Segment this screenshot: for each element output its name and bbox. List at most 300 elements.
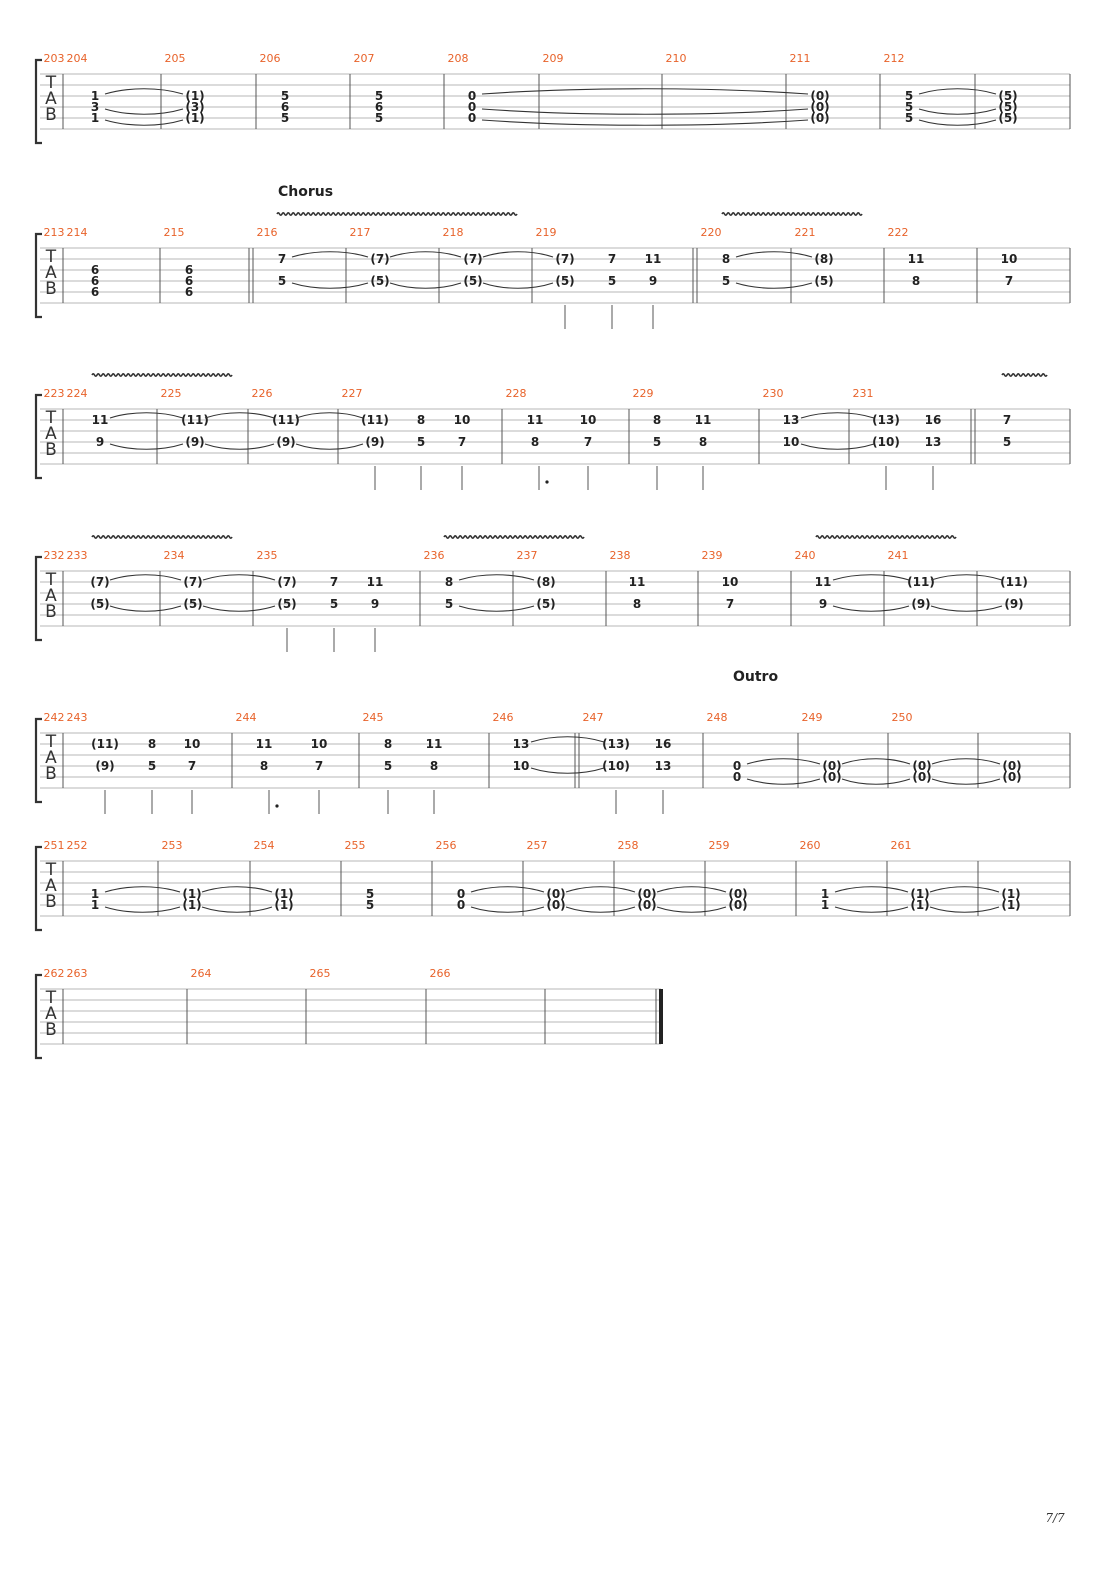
fret-number: 10 [782, 435, 800, 449]
fret-number: (9) [911, 597, 931, 611]
fret-number: 5 [365, 887, 375, 901]
fret-number: (0) [912, 759, 932, 773]
measure-number: 225 [160, 387, 182, 400]
fret-number: 11 [814, 575, 832, 589]
measure-number: 214 [66, 226, 88, 239]
measure-number: 240 [794, 549, 816, 562]
measure-number: 213 [43, 226, 65, 239]
fret-number: (11) [361, 413, 389, 427]
tie-arc [657, 907, 726, 912]
dotted-rhythm-dot [275, 804, 278, 807]
fret-number: 7 [314, 759, 324, 773]
fret-number: 8 [383, 737, 393, 751]
measure-number: 257 [526, 839, 548, 852]
tie-arc [531, 768, 604, 773]
fret-number: (0) [546, 887, 566, 901]
fret-number: 8 [416, 413, 426, 427]
fret-number: (0) [1002, 770, 1022, 784]
tie-arc [657, 887, 726, 892]
measure-number: 250 [891, 711, 913, 724]
measure-number: 239 [701, 549, 723, 562]
measure-number: 263 [66, 967, 88, 980]
fret-number: (1) [1001, 898, 1021, 912]
fret-number: (0) [912, 770, 932, 784]
fret-number: (9) [1004, 597, 1024, 611]
fret-number: 9 [370, 597, 380, 611]
fret-number: 5 [280, 111, 290, 125]
measure-number: 231 [852, 387, 874, 400]
fret-number: (3) [185, 100, 205, 114]
fret-number: 5 [904, 100, 914, 114]
fret-number: (0) [822, 770, 842, 784]
measure-number: 256 [435, 839, 457, 852]
fret-number: (1) [185, 111, 205, 125]
measure-number: 205 [164, 52, 186, 65]
tie-arc [292, 283, 368, 288]
fret-number: (0) [1002, 759, 1022, 773]
fret-number: (5) [277, 597, 297, 611]
fret-number: 0 [732, 770, 742, 784]
fret-number: 7 [457, 435, 467, 449]
tie-arc [483, 252, 553, 257]
measure-number: 238 [609, 549, 631, 562]
tab-clef-letter: B [45, 764, 57, 784]
tie-arc [110, 606, 181, 611]
measure-number: 230 [762, 387, 784, 400]
measure-number: 204 [66, 52, 88, 65]
fret-number: 5 [374, 89, 384, 103]
fret-number: (7) [277, 575, 297, 589]
fret-number: 10 [579, 413, 597, 427]
fret-number: 5 [147, 759, 157, 773]
tie-arc [842, 779, 910, 784]
measure-number: 203 [43, 52, 65, 65]
fret-number: (5) [463, 274, 483, 288]
measure-number: 228 [505, 387, 527, 400]
measure-number: 216 [256, 226, 278, 239]
tie-arc [842, 759, 910, 764]
vibrato-wavy-line [722, 213, 862, 215]
fret-number: 13 [512, 737, 530, 751]
tab-clef-letter: B [45, 105, 57, 125]
fret-number: 6 [184, 263, 194, 277]
tab-clef-letter: A [45, 586, 57, 606]
fret-number: 5 [277, 274, 287, 288]
fret-number: 8 [429, 759, 439, 773]
final-barline-thick [659, 989, 663, 1044]
fret-number: (11) [1000, 575, 1028, 589]
tab-clef-letter: A [45, 748, 57, 768]
vibrato-wavy-line [1002, 374, 1047, 376]
fret-number: (9) [95, 759, 115, 773]
measure-number: 206 [259, 52, 281, 65]
fret-number: 5 [383, 759, 393, 773]
fret-number: 7 [725, 597, 735, 611]
measure-number: 253 [161, 839, 183, 852]
measure-number: 224 [66, 387, 88, 400]
fret-number: 10 [310, 737, 328, 751]
fret-number: 9 [818, 597, 828, 611]
tie-arc [202, 907, 272, 912]
tab-clef-letter: B [45, 279, 57, 299]
fret-number: 10 [1000, 252, 1018, 266]
fret-number: 5 [904, 111, 914, 125]
tie-arc [296, 444, 363, 449]
fret-number: 10 [721, 575, 739, 589]
tie-arc [736, 283, 812, 288]
tie-arc [932, 779, 1000, 784]
fret-number: (8) [814, 252, 834, 266]
measure-number: 237 [516, 549, 538, 562]
system-brace [36, 719, 42, 802]
measure-number: 241 [887, 549, 909, 562]
fret-number: 6 [90, 285, 100, 299]
measure-number: 258 [617, 839, 639, 852]
measure-number: 235 [256, 549, 278, 562]
measure-number: 254 [253, 839, 275, 852]
fret-number: (7) [370, 252, 390, 266]
measure-number: 217 [349, 226, 371, 239]
fret-number: (0) [637, 887, 657, 901]
tie-arc [932, 759, 1000, 764]
fret-number: 11 [526, 413, 544, 427]
measure-number: 251 [43, 839, 65, 852]
tab-clef-letter: T [45, 73, 57, 93]
fret-number: 5 [329, 597, 339, 611]
fret-number: 16 [924, 413, 942, 427]
system-brace [36, 60, 42, 143]
measure-number: 252 [66, 839, 88, 852]
measure-number: 209 [542, 52, 564, 65]
section-label: Outro [733, 669, 779, 685]
tie-arc [566, 887, 635, 892]
tie-arc [390, 283, 461, 288]
system-brace [36, 847, 42, 930]
fret-number: (0) [546, 898, 566, 912]
tie-arc [833, 575, 909, 580]
fret-number: 11 [628, 575, 646, 589]
vibrato-wavy-line [92, 374, 232, 376]
fret-number: (11) [272, 413, 300, 427]
fret-number: 11 [91, 413, 109, 427]
fret-number: 11 [425, 737, 443, 751]
fret-number: 3 [90, 100, 100, 114]
fret-number: (5) [998, 100, 1018, 114]
fret-number: (1) [274, 898, 294, 912]
vibrato-wavy-line [92, 536, 232, 538]
system-brace [36, 234, 42, 317]
tab-clef-letter: A [45, 89, 57, 109]
measure-number: 266 [429, 967, 451, 980]
system-brace [36, 395, 42, 478]
tab-clef-letter: A [45, 1004, 57, 1024]
fret-number: 9 [648, 274, 658, 288]
measure-number: 264 [190, 967, 212, 980]
tie-arc [483, 283, 553, 288]
tie-arc [205, 444, 274, 449]
fret-number: (5) [998, 111, 1018, 125]
fret-number: 6 [90, 263, 100, 277]
fret-number: 8 [911, 274, 921, 288]
tab-clef-letter: T [45, 408, 57, 428]
tie-arc [747, 759, 820, 764]
fret-number: 11 [907, 252, 925, 266]
measure-number: 259 [708, 839, 730, 852]
dotted-rhythm-dot [545, 480, 548, 483]
fret-number: (13) [872, 413, 900, 427]
tie-arc [110, 413, 183, 418]
fret-number: 5 [607, 274, 617, 288]
fret-number: 7 [1002, 413, 1012, 427]
measure-number: 249 [801, 711, 823, 724]
fret-number: 1 [90, 887, 100, 901]
tie-arc [835, 907, 908, 912]
tie-arc [531, 737, 604, 742]
fret-number: 11 [255, 737, 273, 751]
tie-arc [801, 413, 874, 418]
fret-number: 5 [1002, 435, 1012, 449]
measure-number: 236 [423, 549, 445, 562]
measure-number: 229 [632, 387, 654, 400]
measure-number: 210 [665, 52, 687, 65]
fret-number: 10 [512, 759, 530, 773]
measure-number: 248 [706, 711, 728, 724]
tab-clef-letter: A [45, 876, 57, 896]
fret-number: 6 [280, 100, 290, 114]
fret-number: 10 [183, 737, 201, 751]
tab-clef-letter: T [45, 988, 57, 1008]
fret-number: 5 [374, 111, 384, 125]
fret-number: (9) [365, 435, 385, 449]
fret-number: (11) [91, 737, 119, 751]
measure-number: 211 [789, 52, 811, 65]
measure-number: 262 [43, 967, 65, 980]
fret-number: (8) [536, 575, 556, 589]
fret-number: (5) [555, 274, 575, 288]
fret-number: 7 [277, 252, 287, 266]
fret-number: 5 [416, 435, 426, 449]
fret-number: (5) [536, 597, 556, 611]
tie-arc [203, 575, 275, 580]
fret-number: (9) [276, 435, 296, 449]
vibrato-wavy-line [277, 213, 517, 215]
fret-number: (5) [998, 89, 1018, 103]
fret-number: 0 [456, 898, 466, 912]
fret-number: 13 [924, 435, 942, 449]
fret-number: (5) [183, 597, 203, 611]
measure-number: 260 [799, 839, 821, 852]
vibrato-wavy-line [444, 536, 584, 538]
fret-number: 7 [187, 759, 197, 773]
fret-number: 5 [365, 898, 375, 912]
tab-clef-letter: B [45, 1020, 57, 1040]
fret-number: 16 [654, 737, 672, 751]
fret-number: 11 [366, 575, 384, 589]
fret-number: (0) [822, 759, 842, 773]
tie-arc [390, 252, 461, 257]
fret-number: (10) [872, 435, 900, 449]
measure-number: 255 [344, 839, 366, 852]
fret-number: (0) [810, 89, 830, 103]
fret-number: 5 [721, 274, 731, 288]
tie-arc [471, 887, 544, 892]
system-brace [36, 557, 42, 640]
tie-arc [482, 120, 808, 125]
fret-number: (1) [274, 887, 294, 901]
measure-number: 226 [251, 387, 273, 400]
fret-number: 8 [721, 252, 731, 266]
measure-number: 215 [163, 226, 185, 239]
fret-number: (0) [728, 887, 748, 901]
fret-number: (1) [182, 887, 202, 901]
measure-number: 245 [362, 711, 384, 724]
fret-number: (7) [463, 252, 483, 266]
fret-number: (11) [181, 413, 209, 427]
fret-number: 1 [90, 89, 100, 103]
tie-arc [930, 907, 999, 912]
fret-number: 6 [184, 285, 194, 299]
measure-number: 220 [700, 226, 722, 239]
tie-arc [202, 887, 272, 892]
tie-arc [736, 252, 812, 257]
fret-number: 8 [698, 435, 708, 449]
tie-arc [203, 606, 275, 611]
fret-number: 6 [90, 274, 100, 288]
tab-clef-letter: T [45, 860, 57, 880]
measure-number: 219 [535, 226, 557, 239]
fret-number: 7 [1004, 274, 1014, 288]
tie-arc [482, 89, 808, 94]
tie-arc [110, 575, 181, 580]
measure-number: 234 [163, 549, 185, 562]
fret-number: 0 [732, 759, 742, 773]
fret-number: 1 [820, 898, 830, 912]
tie-arc [747, 779, 820, 784]
fret-number: 1 [820, 887, 830, 901]
fret-number: 0 [467, 89, 477, 103]
tie-arc [919, 120, 996, 125]
fret-number: (1) [910, 887, 930, 901]
fret-number: 7 [607, 252, 617, 266]
measure-number: 243 [66, 711, 88, 724]
tie-arc [931, 606, 1002, 611]
tab-clef-letter: B [45, 892, 57, 912]
fret-number: 13 [654, 759, 672, 773]
tie-arc [105, 907, 180, 912]
fret-number: (9) [185, 435, 205, 449]
tab-clef-letter: T [45, 247, 57, 267]
fret-number: 0 [467, 100, 477, 114]
tab-clef-letter: T [45, 732, 57, 752]
measure-number: 232 [43, 549, 65, 562]
tie-arc [930, 887, 999, 892]
fret-number: (11) [907, 575, 935, 589]
measure-number: 227 [341, 387, 363, 400]
fret-number: 11 [644, 252, 662, 266]
measure-number: 261 [890, 839, 912, 852]
fret-number: (5) [370, 274, 390, 288]
fret-number: 9 [95, 435, 105, 449]
tie-arc [459, 575, 534, 580]
tie-arc [292, 252, 368, 257]
fret-number: (1) [185, 89, 205, 103]
tab-clef-letter: A [45, 424, 57, 444]
fret-number: (5) [90, 597, 110, 611]
section-label: Chorus [278, 184, 334, 200]
fret-number: (0) [810, 111, 830, 125]
fret-number: (1) [1001, 887, 1021, 901]
tab-clef-letter: B [45, 602, 57, 622]
fret-number: (10) [602, 759, 630, 773]
fret-number: (1) [182, 898, 202, 912]
fret-number: (0) [810, 100, 830, 114]
fret-number: 5 [444, 597, 454, 611]
system-brace [36, 975, 42, 1058]
fret-number: (7) [555, 252, 575, 266]
fret-number: 11 [694, 413, 712, 427]
measure-number: 207 [353, 52, 375, 65]
fret-number: 7 [329, 575, 339, 589]
fret-number: (7) [90, 575, 110, 589]
fret-number: 6 [374, 100, 384, 114]
tab-clef-letter: B [45, 440, 57, 460]
fret-number: (0) [728, 898, 748, 912]
tab-clef-letter: A [45, 263, 57, 283]
measure-number: 222 [887, 226, 909, 239]
vibrato-wavy-line [816, 536, 956, 538]
fret-number: 1 [90, 898, 100, 912]
measure-number: 247 [582, 711, 604, 724]
fret-number: (1) [910, 898, 930, 912]
fret-number: 5 [652, 435, 662, 449]
tie-arc [931, 575, 1002, 580]
fret-number: 5 [280, 89, 290, 103]
tie-arc [110, 444, 183, 449]
fret-number: 8 [652, 413, 662, 427]
fret-number: (5) [814, 274, 834, 288]
fret-number: 6 [184, 274, 194, 288]
tie-arc [296, 413, 363, 418]
fret-number: (13) [602, 737, 630, 751]
measure-number: 218 [442, 226, 464, 239]
fret-number: 7 [583, 435, 593, 449]
measure-number: 244 [235, 711, 257, 724]
tie-arc [482, 109, 808, 114]
fret-number: 8 [632, 597, 642, 611]
measure-number: 242 [43, 711, 65, 724]
tie-arc [105, 89, 183, 94]
fret-number: (7) [183, 575, 203, 589]
tie-arc [835, 887, 908, 892]
tie-arc [566, 907, 635, 912]
fret-number: 8 [530, 435, 540, 449]
fret-number: 13 [782, 413, 800, 427]
tab-clef-letter: T [45, 570, 57, 590]
measure-number: 223 [43, 387, 65, 400]
measure-number: 233 [66, 549, 88, 562]
fret-number: 5 [904, 89, 914, 103]
tie-arc [919, 109, 996, 114]
tie-arc [471, 907, 544, 912]
measure-number: 221 [794, 226, 816, 239]
fret-number: (0) [637, 898, 657, 912]
fret-number: 8 [444, 575, 454, 589]
measure-number: 265 [309, 967, 331, 980]
tie-arc [105, 109, 183, 114]
measure-number: 212 [883, 52, 905, 65]
page-number: 7/7 [1045, 1511, 1065, 1525]
measure-number: 208 [447, 52, 469, 65]
